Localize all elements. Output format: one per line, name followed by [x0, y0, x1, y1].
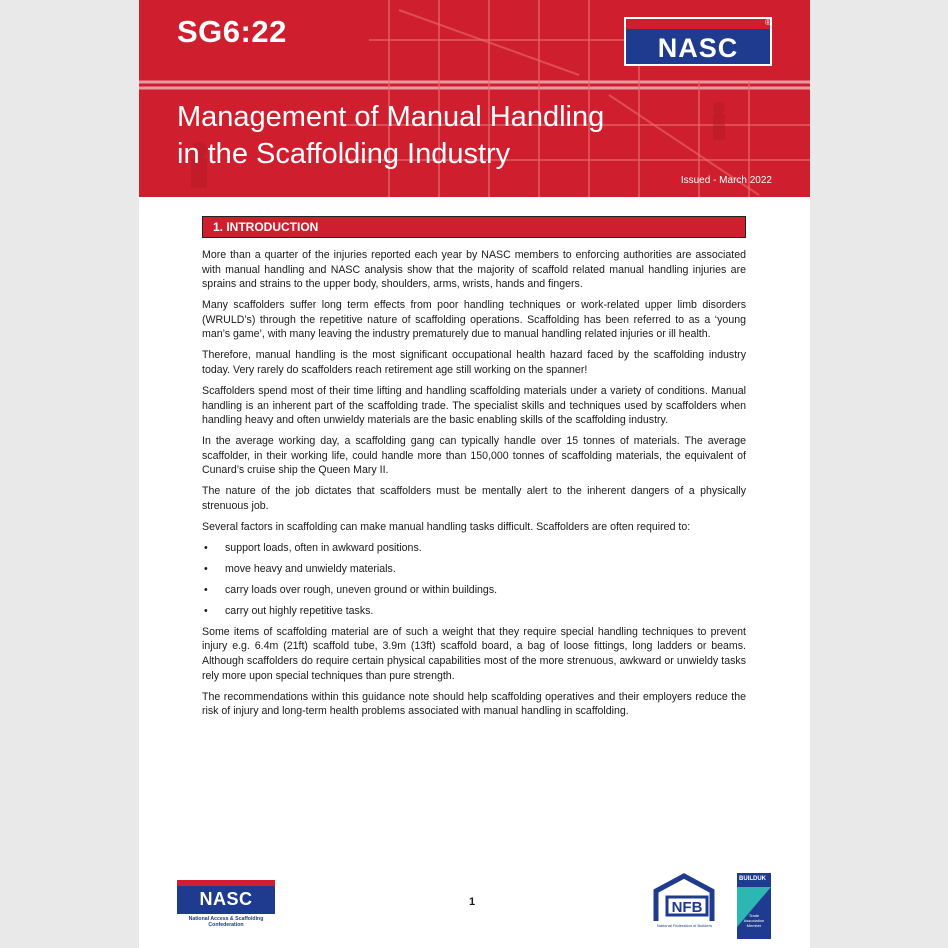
builduk-badge: [737, 873, 771, 939]
paragraph: The recommendations within this guidance note should help scaffolding operatives and their employers reduce the risk of injury and long-term health problems associated with manual handling in scaffolding.: [202, 690, 746, 718]
nasc-logo: [624, 17, 772, 66]
bullet-icon: •: [204, 604, 208, 617]
document-code: SG6:22: [177, 14, 287, 49]
footer-nasc-logo-box: [177, 880, 275, 914]
document-page: [139, 0, 810, 948]
member-line-3: Member: [746, 923, 762, 928]
member-line-2: Association: [743, 918, 765, 923]
list-item-text: move heavy and unwieldy materials.: [225, 562, 396, 575]
page-number: 1: [469, 896, 476, 908]
nfb-caption: National Federation of Builders: [657, 923, 712, 928]
body-text: [202, 248, 746, 725]
title-line-2: in the Scaffolding Industry: [177, 138, 511, 170]
section-heading: 1. INTRODUCTION: [202, 216, 746, 238]
member-line-1: Trade: [748, 913, 760, 918]
paragraph: Many scaffolders suffer long term effects from poor handling techniques or work-related upper limb disorders (WRULD’s) through the repetitive nature of scaffolding operations. Scaffolding has been referred to as a ‘young man’s game’, with many leaving the industry prematurely due to manual handling related injuries or ill health.: [202, 299, 746, 341]
bullet-list: [202, 541, 746, 619]
bullet-icon: •: [204, 583, 208, 596]
paragraph: More than a quarter of the injuries reported each year by NASC members to enforcing authorities are associated with manual handling and NASC analysis show that the majority of scaffold related manual handling injuries are sprains and strains to the upper body, shoulders, arms, wrists, hands and fingers.: [202, 249, 746, 291]
nfb-house-icon: [653, 873, 716, 923]
nasc-logo-text: NASC: [657, 33, 739, 63]
tagline-line-2: Confederation: [208, 922, 244, 928]
footer-nasc-logo: [177, 880, 275, 928]
tagline-line-1: National Access & Scaffolding: [188, 916, 264, 922]
paragraph: In the average working day, a scaffolding gang can typically handle over 15 tonnes of materials. The average scaffolder, in their working life, could handle more than 150,000 tonnes of scaffolding materials, the equivalent of Cunard’s cruise ship the Queen Mary II.: [202, 435, 746, 477]
builduk-member-text: [738, 913, 770, 928]
paragraph: Some items of scaffolding material are of such a weight that they require special handling techniques to prevent injury e.g. 6.4m (21ft) scaffold tube, 3.9m (13ft) scaffold board, a bag of loose fittings, long ladders or beams. Although scaffolders do require certain physical capabilities most of the more strenuous, awkward or unwieldy tasks rely more upon special techniques than pure strength.: [202, 625, 746, 682]
logo-red-bar: [177, 880, 275, 886]
footer-nasc-logo-text: NASC: [199, 889, 253, 909]
bullet-icon: •: [204, 541, 208, 554]
list-item-text: support loads, often in awkward positions.: [225, 541, 422, 554]
logo-red-bar: [626, 19, 770, 29]
list-item: [202, 604, 746, 619]
nfb-logo: [653, 873, 716, 929]
document-title: [177, 99, 697, 173]
list-item-text: carry out highly repetitive tasks.: [225, 604, 374, 617]
header-banner: [139, 0, 810, 197]
paragraph: Scaffolders spend most of their time lifting and handling scaffolding materials under a variety of conditions. Manual handling is an inherent part of the scaffolding trade. The specialist skills and techniques used by scaffolders when handling heavy and often unwieldy materials are the basic enabling skills of the scaffolding industry.: [202, 384, 746, 427]
list-item: [202, 541, 746, 556]
builduk-text: BUILDUK: [739, 876, 766, 882]
title-line-1: Management of Manual Handling: [177, 101, 605, 133]
paragraph: Several factors in scaffolding can make manual handling tasks difficult. Scaffolders are often required to:: [202, 520, 691, 533]
registered-mark: ®: [765, 18, 771, 27]
paragraph: Therefore, manual handling is the most significant occupational health hazard faced by the scaffolding industry today. Very rarely do scaffolders reach retirement age still working on the spanner!: [202, 349, 746, 376]
issue-date: Issued - March 2022: [680, 175, 772, 186]
list-item: [202, 562, 746, 577]
paragraph: The nature of the job dictates that scaffolders must be mentally alert to the inherent dangers of a physically strenuous job.: [202, 485, 746, 512]
footer-nasc-tagline: [177, 916, 275, 928]
list-item-text: carry loads over rough, uneven ground or within buildings.: [225, 583, 498, 596]
list-item: [202, 583, 746, 598]
bullet-icon: •: [204, 562, 208, 575]
nfb-logo-text: NFB: [671, 899, 703, 916]
